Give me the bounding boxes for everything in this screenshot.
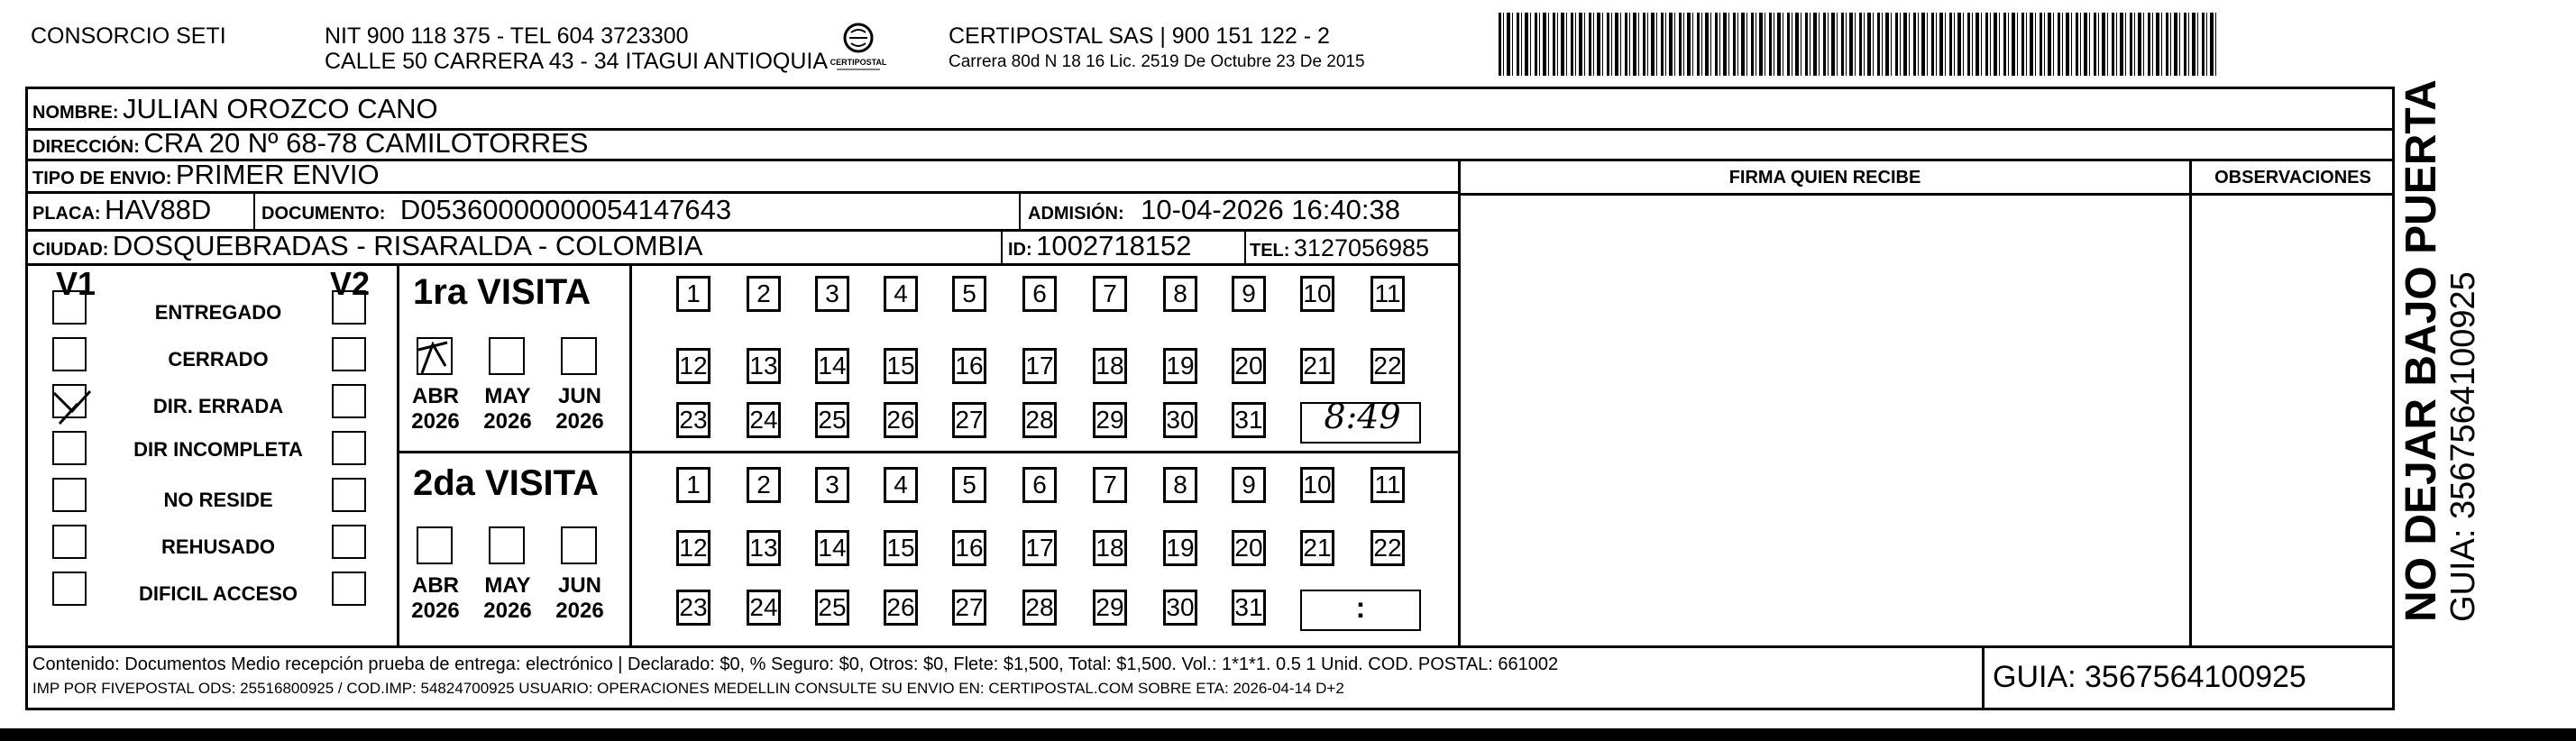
day-box[interactable]: 2 <box>747 467 781 503</box>
nombre-value: JULIAN OROZCO CANO <box>123 93 438 124</box>
day-box[interactable]: 24 <box>747 590 781 626</box>
day-box[interactable]: 21 <box>1300 348 1334 384</box>
day-box[interactable]: 30 <box>1163 590 1197 626</box>
day-box[interactable]: 29 <box>1093 590 1127 626</box>
day-box[interactable]: 28 <box>1022 402 1057 438</box>
status-label: NO RESIDE <box>163 489 273 511</box>
ciudad-row <box>32 231 702 267</box>
v2-checkbox[interactable] <box>332 478 366 512</box>
footer-imp-line: IMP POR FIVEPOSTAL ODS: 25516800925 / COD.IMP: 54824700925 USUARIO: OPERACIONES MEDELLIN CONSULTE SU ENVIO EN: CERTIPOSTAL.COM SOBRE ETA: 2026-04-14 D+2 <box>32 680 1344 697</box>
v2-checkbox[interactable] <box>332 337 366 371</box>
day-box[interactable]: 16 <box>952 348 986 384</box>
month-year: 2026 <box>411 599 460 623</box>
day-box[interactable]: 11 <box>1371 467 1405 503</box>
observaciones-header: OBSERVACIONES <box>2214 168 2371 188</box>
month-year: 2026 <box>555 599 604 623</box>
month-checkmark-icon <box>415 337 451 381</box>
license-line: Carrera 80d N 18 16 Lic. 2519 De Octubre 23 De 2015 <box>949 52 1365 71</box>
day-box[interactable]: 17 <box>1022 348 1057 384</box>
day-box[interactable]: 10 <box>1300 276 1334 312</box>
tipo-envio-row <box>32 160 380 196</box>
first-visit-handwritten-time: 8:49 <box>1324 397 1401 436</box>
day-box[interactable]: 10 <box>1300 467 1334 503</box>
id-row <box>1008 231 1192 267</box>
tipo-envio-label: TIPO DE ENVIO: <box>32 169 172 188</box>
nit-line: NIT 900 118 375 - TEL 604 3723300 <box>325 23 689 49</box>
nombre-row <box>32 94 438 130</box>
day-box[interactable]: 31 <box>1232 402 1266 438</box>
day-box[interactable]: 25 <box>815 590 849 626</box>
v2-header: V2 <box>330 265 371 302</box>
day-box[interactable]: 5 <box>952 467 986 503</box>
month-year: 2026 <box>483 409 532 434</box>
v1-header: V1 <box>56 265 96 302</box>
day-box[interactable]: 2 <box>747 276 781 312</box>
tel-row <box>1250 233 1429 268</box>
day-box[interactable]: 5 <box>952 276 986 312</box>
day-box[interactable]: 1 <box>676 467 710 503</box>
status-label: DIR. ERRADA <box>152 395 284 417</box>
documento-row <box>261 195 731 231</box>
v2-checkbox[interactable] <box>332 431 366 465</box>
v1-checkbox[interactable] <box>52 572 87 606</box>
svg-text:CERTIPOSTAL: CERTIPOSTAL <box>830 58 887 67</box>
footer-guia: GUIA: 3567564100925 <box>1993 660 2306 694</box>
status-label: DIFICIL ACCESO <box>138 582 298 605</box>
day-box[interactable]: 18 <box>1093 530 1127 566</box>
day-box[interactable]: 12 <box>676 530 710 566</box>
day-box[interactable]: 21 <box>1300 530 1334 566</box>
month-checkbox[interactable] <box>489 526 525 564</box>
day-box[interactable]: 23 <box>676 402 710 438</box>
day-box[interactable]: 28 <box>1022 590 1057 626</box>
day-box[interactable]: 3 <box>815 276 849 312</box>
month-name: MAY <box>484 384 531 408</box>
documento-label: DOCUMENTO: <box>261 204 386 224</box>
ciudad-value: DOSQUEBRADAS - RISARALDA - COLOMBIA <box>112 230 703 261</box>
status-label: CERRADO <box>168 348 269 370</box>
v2-checkbox[interactable] <box>332 290 366 325</box>
month-checkbox[interactable] <box>417 526 453 564</box>
day-box[interactable]: 15 <box>884 530 918 566</box>
month-label <box>476 384 539 435</box>
placa-value: HAV88D <box>105 194 212 225</box>
day-box[interactable]: 7 <box>1093 276 1127 312</box>
month-name: MAY <box>484 573 531 598</box>
barcode <box>1499 13 2216 76</box>
month-checkbox[interactable] <box>561 526 597 564</box>
month-label <box>548 384 611 435</box>
day-box[interactable]: 25 <box>815 402 849 438</box>
v2-checkbox[interactable] <box>332 572 366 606</box>
day-box[interactable]: 20 <box>1232 348 1266 384</box>
status-label: ENTREGADO <box>154 301 282 324</box>
side-text <box>2398 27 2481 622</box>
status-label: REHUSADO <box>161 535 275 558</box>
v1-checkbox[interactable] <box>52 525 87 559</box>
day-box[interactable]: 13 <box>747 348 781 384</box>
month-name: ABR <box>412 573 459 598</box>
id-label: ID: <box>1008 240 1032 260</box>
day-box[interactable]: 13 <box>747 530 781 566</box>
day-box[interactable]: 9 <box>1232 467 1266 503</box>
day-box[interactable]: 22 <box>1371 530 1405 566</box>
month-label <box>476 573 539 624</box>
month-name: JUN <box>557 384 601 408</box>
admision-value: 10-04-2026 16:40:38 <box>1141 194 1400 225</box>
day-box[interactable]: 8 <box>1163 276 1197 312</box>
month-label <box>404 573 467 624</box>
second-visit-time-separator: : <box>1355 591 1366 624</box>
day-box[interactable]: 27 <box>952 402 986 438</box>
day-box[interactable]: 14 <box>815 530 849 566</box>
day-box[interactable]: 19 <box>1163 348 1197 384</box>
side-guia: GUIA: 3567564100925 <box>2444 271 2482 622</box>
day-box[interactable]: 17 <box>1022 530 1057 566</box>
placa-label: PLACA: <box>32 204 101 224</box>
month-name: ABR <box>412 384 459 408</box>
month-checkbox[interactable] <box>561 337 597 375</box>
v1-checkbox[interactable] <box>52 337 87 371</box>
month-name: JUN <box>557 573 601 598</box>
day-box[interactable]: 3 <box>815 467 849 503</box>
day-box[interactable]: 16 <box>952 530 986 566</box>
day-box[interactable]: 14 <box>815 348 849 384</box>
day-box[interactable]: 20 <box>1232 530 1266 566</box>
day-box[interactable]: 18 <box>1093 348 1127 384</box>
v1-checkbox[interactable] <box>52 290 87 325</box>
direccion-label: DIRECCIÓN: <box>32 137 140 157</box>
status-label: DIR INCOMPLETA <box>133 438 303 461</box>
company-name: CONSORCIO SETI <box>31 23 226 49</box>
day-box[interactable]: 31 <box>1232 590 1266 626</box>
month-label <box>404 384 467 435</box>
certipostal-logo <box>830 20 887 76</box>
day-box[interactable]: 11 <box>1371 276 1405 312</box>
day-box[interactable]: 26 <box>884 590 918 626</box>
nombre-label: NOMBRE: <box>32 103 119 123</box>
documento-value: D05360000000054147643 <box>399 194 732 225</box>
day-box[interactable]: 26 <box>884 402 918 438</box>
first-visit-title: 1ra VISITA <box>413 272 591 312</box>
v2-checkbox[interactable] <box>332 384 366 418</box>
day-box[interactable]: 22 <box>1371 348 1405 384</box>
day-box[interactable]: 24 <box>747 402 781 438</box>
day-box[interactable]: 19 <box>1163 530 1197 566</box>
day-box[interactable]: 6 <box>1022 276 1057 312</box>
month-year: 2026 <box>555 409 604 434</box>
admision-label: ADMISIÓN: <box>1028 204 1124 224</box>
address-line: CALLE 50 CARRERA 43 - 34 ITAGUI ANTIOQUIA <box>325 49 829 74</box>
second-visit-title: 2da VISITA <box>413 463 599 503</box>
month-label <box>548 573 611 624</box>
firma-header: FIRMA QUIEN RECIBE <box>1728 168 1921 188</box>
v1-checkbox[interactable] <box>52 431 87 465</box>
day-box[interactable]: 30 <box>1163 402 1197 438</box>
no-dejar-bajo-puerta: NO DEJAR BAJO PUERTA <box>2397 79 2445 622</box>
day-box[interactable]: 12 <box>676 348 710 384</box>
day-box[interactable]: 27 <box>952 590 986 626</box>
month-year: 2026 <box>483 599 532 623</box>
day-box[interactable]: 8 <box>1163 467 1197 503</box>
day-box[interactable]: 4 <box>884 467 918 503</box>
tel-value: 3127056985 <box>1293 234 1430 261</box>
day-box[interactable]: 4 <box>884 276 918 312</box>
day-box[interactable]: 9 <box>1232 276 1266 312</box>
v2-checkbox[interactable] <box>332 525 366 559</box>
day-box[interactable]: 7 <box>1093 467 1127 503</box>
id-value: 1002718152 <box>1036 230 1192 261</box>
month-checkbox[interactable] <box>489 337 525 375</box>
tel-label: TEL: <box>1250 241 1290 261</box>
checkmark-icon <box>50 388 94 434</box>
tipo-envio-value: PRIMER ENVIO <box>175 159 380 190</box>
placa-row <box>32 195 211 231</box>
admision-row <box>1028 195 1400 231</box>
ciudad-label: CIUDAD: <box>32 240 109 260</box>
direccion-value: CRA 20 Nº 68-78 CAMILOTORRES <box>143 127 589 159</box>
bottom-edge <box>0 728 2576 741</box>
footer-content-line: Contenido: Documentos Medio recepción prueba de entrega: electrónico | Declarado: $0, % Seguro: $0, Otros: $0, Flete: $1,500, Total: $1,500. Vol.: 1*1*1. 0.5 1 Unid. COD. POSTAL: 661002 <box>32 654 1559 674</box>
day-box[interactable]: 29 <box>1093 402 1127 438</box>
day-box[interactable]: 23 <box>676 590 710 626</box>
day-box[interactable]: 1 <box>676 276 710 312</box>
day-box[interactable]: 6 <box>1022 467 1057 503</box>
courier-line: CERTIPOSTAL SAS | 900 151 122 - 2 <box>949 23 1330 49</box>
v1-checkbox[interactable] <box>52 478 87 512</box>
day-box[interactable]: 15 <box>884 348 918 384</box>
month-year: 2026 <box>411 409 460 434</box>
